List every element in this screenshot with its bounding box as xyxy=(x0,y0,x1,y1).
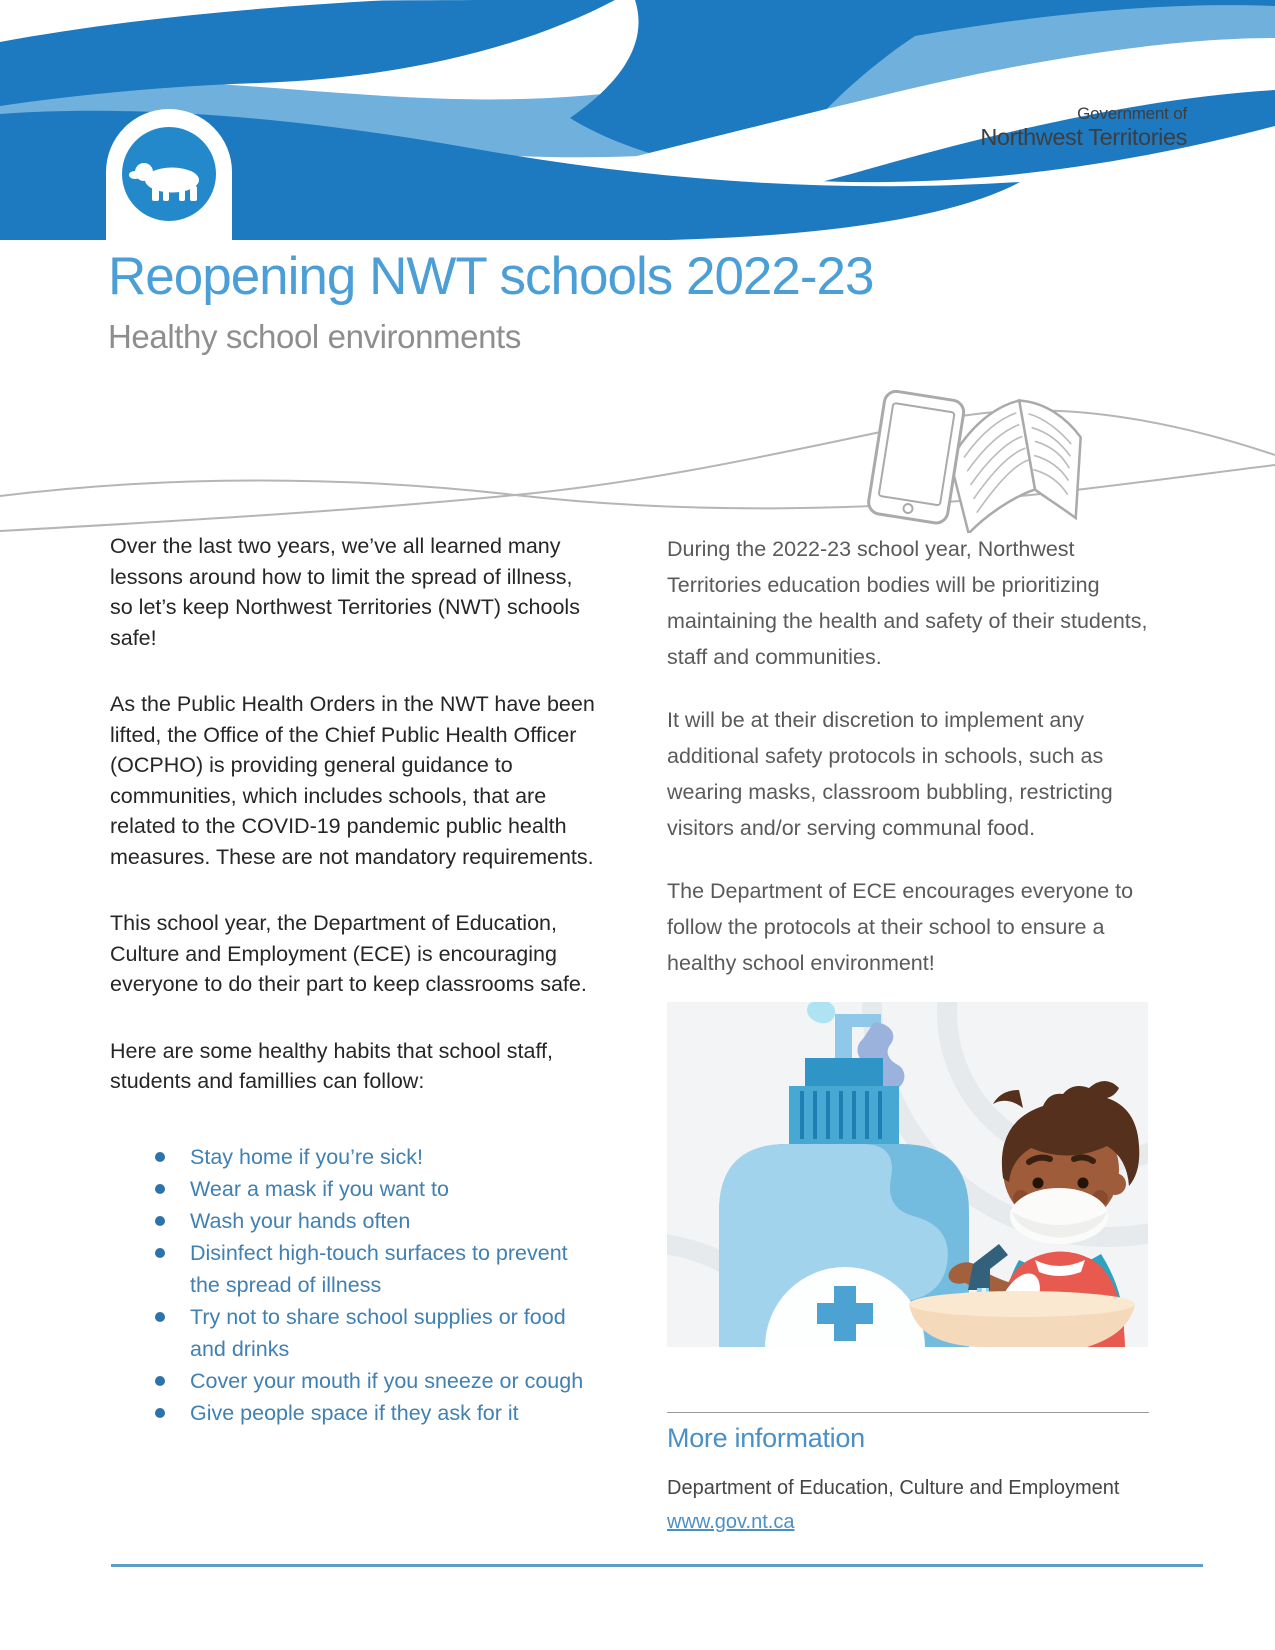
more-information-section xyxy=(667,1412,1149,1534)
right-column xyxy=(667,531,1149,1008)
government-wordmark xyxy=(980,104,1187,150)
more-information-heading: More information xyxy=(667,1423,865,1453)
handwashing-illustration xyxy=(667,1002,1148,1347)
paragraph: The Department of ECE encourages everyone to follow the protocols at their school to ensure a healthy school environment! xyxy=(667,879,1134,975)
left-column xyxy=(110,531,598,1429)
bullet-item: Stay home if you’re sick! xyxy=(155,1141,598,1173)
bullet-item: Disinfect high-touch surfaces to prevent the spread of illness xyxy=(155,1237,598,1301)
page-title: Reopening NWT schools 2022-23 xyxy=(108,247,874,306)
department-name: Department of Education, Culture and Employment xyxy=(667,1477,1120,1499)
paragraph: As the Public Health Orders in the NWT have been lifted, the Office of the Chief Public Health Officer (OCPHO) is providing general guidance to communities, which includes schools, that are related to the COVID-19 pandemic public health measures. These are not mandatory requirements. xyxy=(110,692,595,869)
healthy-habits-list xyxy=(110,1141,598,1429)
govnt-link[interactable]: www.gov.nt.ca xyxy=(667,1511,795,1533)
polar-bear-logo-icon xyxy=(106,109,232,240)
paragraph: It will be at their discretion to implement any additional safety protocols in schools, such as wearing masks, classroom bubbling, restricting visitors and/or serving communal food. xyxy=(667,708,1113,840)
wordmark-line2: Northwest Territories xyxy=(980,124,1187,150)
paragraph: Over the last two years, we’ve all learned many lessons around how to limit the spread of illness, so let’s keep Northwest Territories (NWT) schools safe! xyxy=(110,534,580,650)
tablet-book-divider-graphic xyxy=(0,383,1275,533)
bullet-item: Wear a mask if you want to xyxy=(155,1173,598,1205)
bullet-item: Try not to share school supplies or food and drinks xyxy=(155,1301,598,1365)
page-subtitle: Healthy school environments xyxy=(108,318,521,355)
wordmark-line1: Government of xyxy=(1077,104,1187,123)
bullet-item: Give people space if they ask for it xyxy=(155,1397,598,1429)
bullet-item: Wash your hands often xyxy=(155,1205,598,1237)
paragraph: This school year, the Department of Education, Culture and Employment (ECE) is encouraging everyone to do their part to keep classrooms safe. xyxy=(110,911,587,996)
footer-rule xyxy=(111,1564,1203,1567)
paragraph: Here are some healthy habits that school staff, students and famillies can follow: xyxy=(110,1038,553,1093)
paragraph: During the 2022-23 school year, Northwest Territories education bodies will be prioritizing maintaining the health and safety of their students, staff and communities. xyxy=(667,537,1148,669)
bullet-item: Cover your mouth if you sneeze or cough xyxy=(155,1365,598,1397)
